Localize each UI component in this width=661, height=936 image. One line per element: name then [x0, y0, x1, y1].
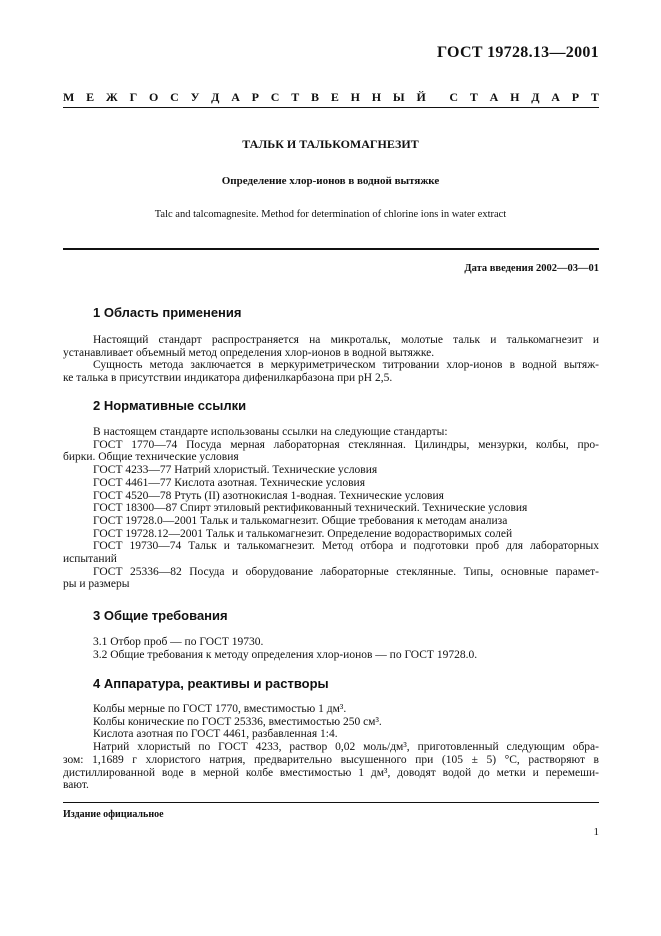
text-line: вают.: [63, 779, 89, 792]
text-line: Сущность метода заключается в меркуриметрическом титровании хлор-ионов в водной вытяж-: [93, 359, 599, 372]
section-heading-scope: 1 Область применения: [93, 305, 242, 320]
banner-letter: Ж: [105, 90, 118, 104]
banner-letter: А: [231, 90, 240, 104]
text-line: ГОСТ 19728.0—2001 Тальк и талькомагнезит. Общие требования к методам анализа: [93, 514, 508, 527]
text-line: ГОСТ 4233—77 Натрий хлористый. Технические условия: [93, 464, 378, 477]
banner-letter: Р: [571, 90, 580, 104]
text-line: Кислота азотная по ГОСТ 4461, разбавленная 1:4.: [93, 728, 338, 741]
text-line: 3.1 Отбор проб — по ГОСТ 19730.: [93, 636, 264, 648]
section-heading-normative-references: 2 Нормативные ссылки: [93, 398, 247, 413]
document-code: ГОСТ 19728.13—2001: [436, 44, 599, 61]
standard-type-banner: [63, 90, 599, 105]
section-body-scope: [63, 334, 599, 385]
banner-letter: Й: [416, 90, 426, 104]
banner-letter: М: [63, 90, 75, 104]
banner-letter: А: [489, 90, 499, 104]
text-line: ГОСТ 25336—82 Посуда и оборудование лабораторные стеклянные. Типы, основные парамет-: [93, 565, 599, 578]
banner-letter: Д: [531, 90, 540, 104]
title-rule: [63, 248, 599, 250]
section-heading-general-requirements: 3 Общие требования: [93, 608, 228, 623]
text-line: ГОСТ 18300—87 Спирт этиловый ректификованный технический. Технические условия: [93, 502, 528, 515]
document-title: ТАЛЬК И ТАЛЬКОМАГНЕЗИТ: [242, 137, 419, 151]
section-body-apparatus-reagents: [63, 703, 599, 792]
banner-letter: Н: [371, 90, 382, 104]
text-line: испытаний: [63, 553, 117, 566]
text-line: ГОСТ 19728.12—2001 Тальк и талькомагнезит. Определение водорастворимых солей: [93, 527, 513, 540]
banner-letter: Т: [469, 90, 478, 104]
text-line: Настоящий стандарт распространяется на микротальк, молотые тальк и талькомагнезит и: [93, 334, 599, 346]
banner-letter: Т: [590, 90, 599, 104]
text-line: дистиллированной воде в мерной колбе вместимостью 1 дм³, доводят водой до метки и перемеши-: [63, 766, 599, 779]
banner-letter: С: [270, 90, 280, 104]
banner-letter: О: [148, 90, 159, 104]
banner-letter: Е: [330, 90, 339, 104]
banner-letter: Т: [291, 90, 300, 104]
banner-letter: Г: [129, 90, 138, 104]
english-title: Talc and talcomagnesite. Method for determination of chlorine ions in water extract: [154, 209, 507, 220]
text-line: Колбы мерные по ГОСТ 1770, вместимостью 1 дм³.: [93, 703, 347, 715]
text-line: устанавливает объемный метод определения хлор-ионов в водной вытяжке.: [63, 346, 435, 359]
header-rule: [63, 107, 599, 108]
banner-letter: А: [551, 90, 560, 104]
text-line: 3.2 Общие требования к методу определения хлор-ионов — по ГОСТ 19728.0.: [93, 648, 478, 661]
banner-letter: У: [190, 90, 200, 104]
official-edition-label: Издание официальное: [63, 809, 164, 820]
text-line: ры и размеры: [63, 578, 130, 591]
intro-date: Дата введения 2002—03—01: [464, 263, 599, 274]
text-line: Колбы конические по ГОСТ 25336, вместимостью 250 см³.: [93, 715, 382, 728]
footer-rule: [63, 802, 599, 803]
text-line: ке талька в присутствии индикатора дифенилкарбазона при рН 2,5.: [63, 372, 393, 385]
section-body-general-requirements: [63, 636, 599, 661]
banner-letter: В: [311, 90, 320, 104]
banner-letter: Д: [211, 90, 220, 104]
text-line: Натрий хлористый по ГОСТ 4233, раствор 0,02 моль/дм³, приготовленный следующим обра-: [93, 741, 599, 754]
section-body-normative-references: [63, 426, 599, 591]
banner-letter: Р: [251, 90, 259, 104]
banner-letter: С: [449, 90, 459, 104]
banner-letter: Ы: [392, 90, 405, 104]
text-line: ГОСТ 4461—77 Кислота азотная. Технические условия: [93, 476, 365, 489]
banner-letter: Е: [86, 90, 95, 104]
text-line: В настоящем стандарте использованы ссылки на следующие стандарты:: [93, 426, 448, 438]
banner-letter: Н: [510, 90, 520, 104]
document-subtitle: Определение хлор-ионов в водной вытяжке: [221, 175, 440, 187]
banner-letter: С: [170, 90, 179, 104]
text-line: ГОСТ 19730—74 Тальк и талькомагнезит. Метод отбора и подготовки проб для лабораторных: [93, 540, 599, 553]
banner-letter: Н: [350, 90, 360, 104]
page-number: 1: [593, 826, 599, 838]
text-line: бирки. Общие технические условия: [63, 451, 239, 464]
section-heading-apparatus-reagents: 4 Аппаратура, реактивы и растворы: [93, 676, 329, 691]
text-line: зом: 1,1689 г хлористого натрия, предварительно высушенного при (105 ± 5) °С, растворяют в: [63, 753, 599, 766]
text-line: ГОСТ 1770—74 Посуда мерная лабораторная стеклянная. Цилиндры, мензурки, колбы, про-: [93, 438, 599, 451]
text-line: ГОСТ 4520—78 Ртуть (II) азотнокислая 1-водная. Технические условия: [93, 489, 444, 502]
